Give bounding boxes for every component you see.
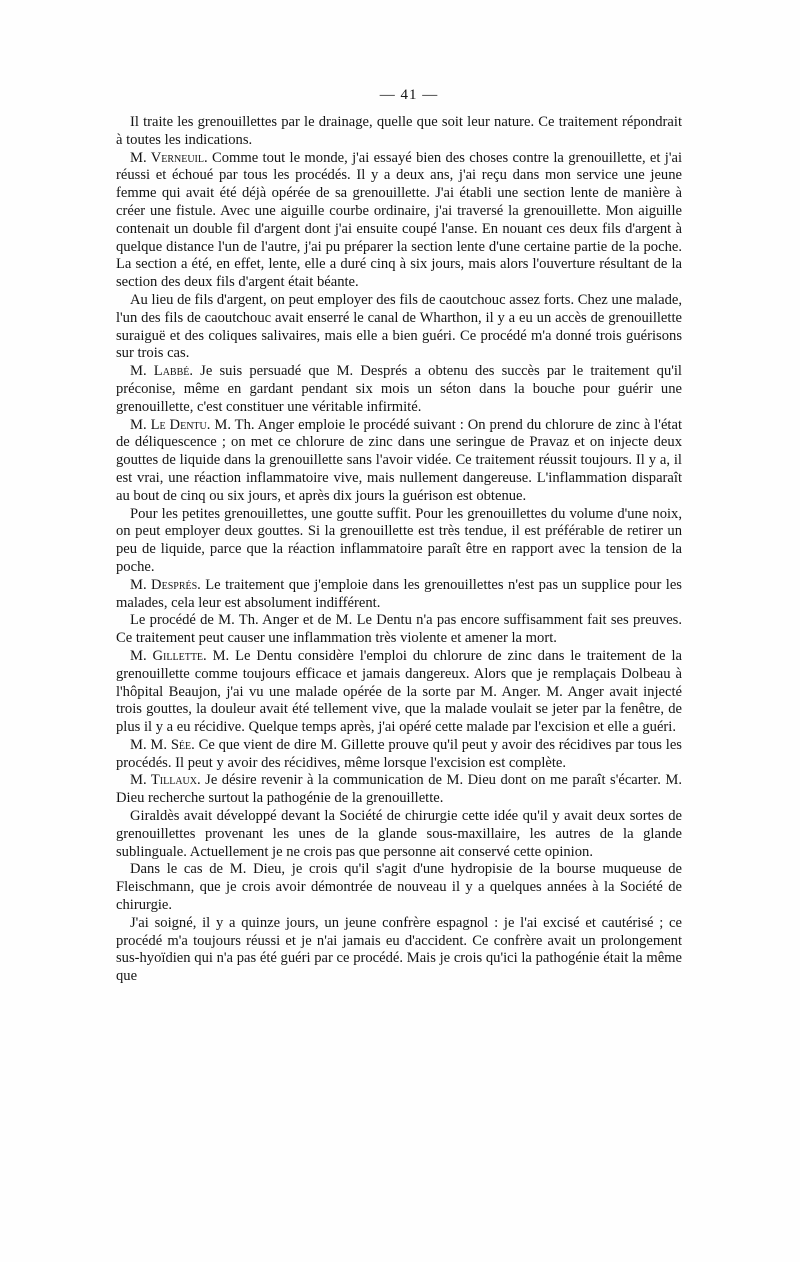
- paragraph: [116, 648, 682, 737]
- page-number: — 41 —: [379, 87, 439, 103]
- paragraph-text: Le traitement que j'emploie dans les grenouillettes n'est pas un supplice pour les malades, cela leur est absolument indifférent.: [116, 576, 682, 611]
- paragraph-text: Au lieu de fils d'argent, on peut employer des fils de caoutchouc assez forts. Chez une malade, l'un des fils de caoutchouc avait enserré le canal de Wharthon, il y a eu un accès de grenouillette suraiguë et des coliques salivaires, mais elle a bien guéri. Ce procédé m'a donné trois guérisons sur trois cas.: [116, 291, 682, 362]
- paragraph: [116, 417, 682, 506]
- paragraph-text: Ce que vient de dire M. Gillette prouve qu'il peut y avoir des récidives par tous les procédés. Il peut y avoir des récidives, même lorsque l'excision est complète.: [116, 736, 682, 771]
- paragraph-text: M. Le Dentu considère l'emploi du chlorure de zinc dans le traitement de la grenouillette comme toujours efficace et jamais dangereux. Alors que je remplaçais Dolbeau à l'hôpital Beaujon, j'ai vu une malade opérée de la sorte par M. Anger. M. Anger avait injecté trois gouttes, la douleur avait été tellement vive, que la malade voulait se jeter par la fenêtre, de plus il y a eu récidive. Quelque temps après, j'ai opéré cette malade par l'excision et elle a guéri.: [116, 647, 682, 736]
- paragraph-text: Comme tout le monde, j'ai essayé bien des choses contre la grenouillette, et j'ai réussi et échoué par tous les procédés. Il y a deux ans, j'ai reçu dans mon service une jeune femme qui avait été déjà opérée de sa grenouillette. J'ai établi une section lente de manière à créer une fistule. Avec une aiguille courbe ordinaire, j'ai traversé la grenouillette. Mon aiguille contenait un double fil d'argent dont j'ai ensuite coupé l'anse. En nouant ces deux fils d'argent à quelque distance l'un de l'autre, j'ai pu préparer la section lente d'une certaine partie de la poche. La section a été, en effet, lente, elle a duré cinq à six jours, mais alors l'ouverture résultant de la section des deux fils d'argent était béante.: [116, 149, 683, 291]
- speaker-name: M. Després.: [130, 576, 201, 593]
- paragraph: [116, 292, 682, 363]
- paragraph-text: Je suis persuadé que M. Després a obtenu des succès par le traitement qu'il préconise, même en gardant pendant six mois un séton dans la bouche pour guérir une grenouillette, c'est constituer une véritable infirmité.: [116, 363, 682, 415]
- paragraph: [116, 150, 682, 292]
- paragraph-text: Giraldès avait développé devant la Société de chirurgie cette idée qu'il y avait deux sortes de grenouillettes provenant les unes de la glande sous-maxillaire, les autres de la glande sublinguale. Actuellement je ne crois pas que personne ait conservé cette opinion.: [116, 808, 682, 860]
- paragraph-text: Pour les petites grenouillettes, une goutte suffit. Pour les grenouillettes du volume d'une noix, on peut employer deux gouttes. Si la grenouillette est très tendue, il est préférable de retirer un peu de liquide, parce que la réaction inflammatoire paraît être en rapport avec la tension de la poche.: [116, 505, 682, 575]
- paragraph-text: J'ai soigné, il y a quinze jours, un jeune confrère espagnol : je l'ai excisé et cautérisé ; ce procédé m'a toujours réussi et je n'ai jamais eu d'accident. Ce confrère avait un prolongement sus-hyoïdien qui n'a pas été guéri par ce procédé. Mais je crois qu'ici la pathogénie était la même que: [116, 914, 682, 985]
- paragraph-text: Je désire revenir à la communication de M. Dieu dont on me paraît s'écarter. M. Dieu recherche surtout la pathogénie de la grenouillette.: [116, 772, 682, 807]
- paragraph-text: Le procédé de M. Th. Anger et de M. Le Dentu n'a pas encore suffisamment fait ses preuves. Ce traitement peut causer une inflammation très violente et amener la mort.: [116, 612, 682, 647]
- paragraph: [116, 363, 682, 416]
- speaker-name: M. M. Sée.: [130, 736, 195, 753]
- paragraph-text: Dans le cas de M. Dieu, je crois qu'il s'agit d'une hydropisie de la bourse muqueuse de Fleischmann, que je crois avoir démontrée de nouveau il y a quelques années à la Société de chirurgie.: [116, 861, 682, 914]
- speaker-name: M. Gillette.: [130, 647, 207, 664]
- paragraph: [116, 577, 682, 613]
- paragraph: [116, 772, 682, 808]
- body-text: [116, 114, 682, 986]
- paragraph: [116, 915, 682, 986]
- paragraph: [116, 861, 682, 914]
- speaker-name: M. Le Dentu.: [130, 416, 211, 433]
- speaker-name: M. Verneuil.: [130, 149, 208, 166]
- document-page: [116, 86, 682, 986]
- paragraph-text: Il traite les grenouillettes par le drainage, quelle que soit leur nature. Ce traitement répondrait à toutes les indications.: [116, 114, 682, 148]
- paragraph: [116, 506, 682, 577]
- paragraph: [116, 808, 682, 861]
- paragraph: [116, 612, 682, 648]
- paragraph: [116, 737, 682, 773]
- speaker-name: M. Tillaux.: [130, 772, 201, 789]
- paragraph: [116, 114, 682, 150]
- paragraph-text: M. Th. Anger emploie le procédé suivant : On prend du chlorure de zinc à l'état de déliquescence ; on met ce chlorure de zinc dans une seringue de Pravaz et on injecte deux gouttes de liquide dans la grenouillette sans l'avoir vidée. Ce traitement réussit toujours. Il y a, il est vrai, une réaction inflammatoire vive, mais nullement dangereuse. L'inflammation disparaît au bout de cinq ou six jours, et après dix jours la guérison est obtenue.: [116, 416, 683, 504]
- speaker-name: M. Labbé.: [130, 363, 194, 380]
